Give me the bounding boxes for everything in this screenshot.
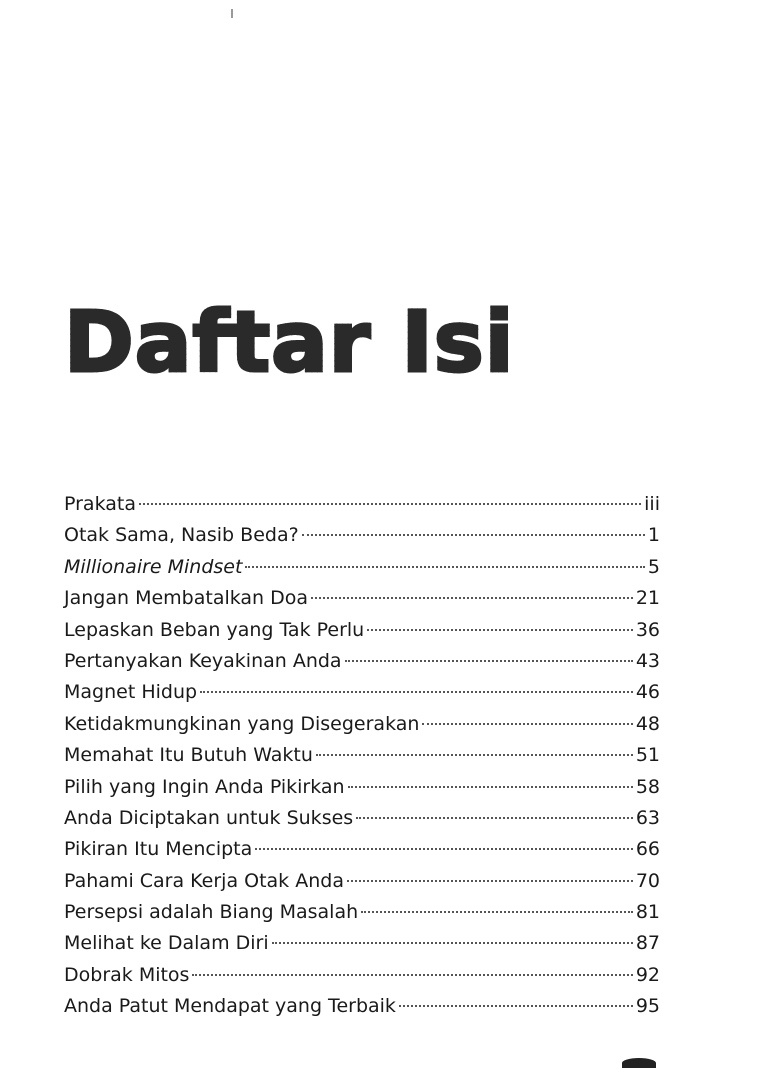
toc-leader-dots — [399, 1005, 633, 1007]
toc-entry[interactable] — [64, 991, 660, 1022]
toc-leader-dots — [345, 660, 633, 662]
toc-leader-dots — [245, 566, 644, 568]
toc-entry-page: 87 — [635, 932, 660, 955]
toc-leader-dots — [139, 503, 641, 505]
toc-entry-page: 1 — [647, 524, 660, 547]
toc-entry-label: Pilih yang Ingin Anda Pikirkan — [64, 775, 345, 798]
toc-entry[interactable] — [64, 834, 660, 865]
toc-entry-label: Persepsi adalah Biang Masalah — [64, 901, 359, 924]
toc-entry-page: iii — [644, 493, 660, 515]
toc-entry-label: Pertanyakan Keyakinan Anda — [64, 649, 342, 672]
toc-entry-page: 51 — [635, 744, 660, 767]
toc-entry-label: Lepaskan Beban yang Tak Perlu — [64, 618, 365, 641]
toc-entry-label: Otak Sama, Nasib Beda? — [64, 524, 299, 547]
toc-entry-label: Anda Patut Mendapat yang Terbaik — [64, 995, 396, 1018]
toc-leader-dots — [255, 848, 633, 850]
toc-entry[interactable] — [64, 960, 660, 991]
toc-entry-label: Dobrak Mitos — [64, 963, 190, 986]
toc-entry-page: 95 — [635, 995, 660, 1018]
toc-entry-page: 36 — [635, 618, 660, 641]
toc-entry-label: Magnet Hidup — [64, 681, 198, 704]
toc-leader-dots — [422, 723, 632, 725]
toc-entry[interactable] — [64, 866, 660, 897]
toc-entry-label: Prakata — [64, 493, 136, 515]
toc-leader-dots — [200, 691, 633, 693]
toc-entry[interactable] — [64, 615, 660, 646]
toc-entry-page: 43 — [635, 649, 660, 672]
page-title — [64, 293, 515, 391]
toc-entry-label: Jangan Membatalkan Doa — [64, 587, 309, 610]
toc-leader-dots — [361, 911, 633, 913]
toc-entry-label: Pikiran Itu Mencipta — [64, 838, 253, 861]
toc-entry-page: 70 — [635, 869, 660, 892]
toc-entry-label: Ketidakmungkinan yang Disegerakan — [64, 712, 420, 735]
toc-entry-page: 48 — [635, 712, 660, 735]
toc-entry-page: 92 — [635, 963, 660, 986]
toc-entry[interactable] — [64, 583, 660, 614]
toc-entry[interactable] — [64, 772, 660, 803]
toc-entry-page: 46 — [635, 681, 660, 704]
toc-entry-page: 66 — [635, 838, 660, 861]
toc-entry[interactable] — [64, 740, 660, 771]
toc-entry-label: Melihat ke Dalam Diri — [64, 932, 269, 955]
toc-entry-label: Memahat Itu Butuh Waktu — [64, 744, 313, 767]
toc-entry[interactable] — [64, 552, 660, 583]
toc-entry-page: 58 — [635, 775, 660, 798]
toc-leader-dots — [272, 942, 633, 944]
toc-entry-page: 5 — [647, 555, 660, 578]
toc-entry[interactable] — [64, 520, 660, 551]
toc-entry-page: 21 — [635, 587, 660, 610]
toc-leader-dots — [302, 534, 645, 536]
toc-leader-dots — [367, 629, 633, 631]
corner-scan-mark — [622, 1058, 656, 1068]
page-title-text: Daftar Isi — [64, 293, 515, 391]
toc-entry[interactable] — [64, 803, 660, 834]
toc-entry-label: Millionaire Mindset — [64, 555, 243, 578]
toc-entry[interactable] — [64, 709, 660, 740]
toc-entry[interactable] — [64, 897, 660, 928]
toc-leader-dots — [348, 786, 633, 788]
scan-mark — [231, 9, 233, 18]
toc-entry-label: Anda Diciptakan untuk Sukses — [64, 806, 354, 829]
toc-leader-dots — [347, 880, 633, 882]
table-of-contents — [64, 489, 660, 1023]
toc-entry[interactable] — [64, 677, 660, 708]
toc-entry-page: 63 — [635, 806, 660, 829]
toc-entry-page: 81 — [635, 901, 660, 924]
toc-leader-dots — [311, 597, 633, 599]
toc-leader-dots — [356, 817, 633, 819]
toc-entry[interactable] — [64, 489, 660, 520]
toc-entry[interactable] — [64, 928, 660, 959]
toc-leader-dots — [316, 754, 633, 756]
toc-entry-label: Pahami Cara Kerja Otak Anda — [64, 869, 344, 892]
toc-leader-dots — [192, 974, 632, 976]
toc-entry[interactable] — [64, 646, 660, 677]
